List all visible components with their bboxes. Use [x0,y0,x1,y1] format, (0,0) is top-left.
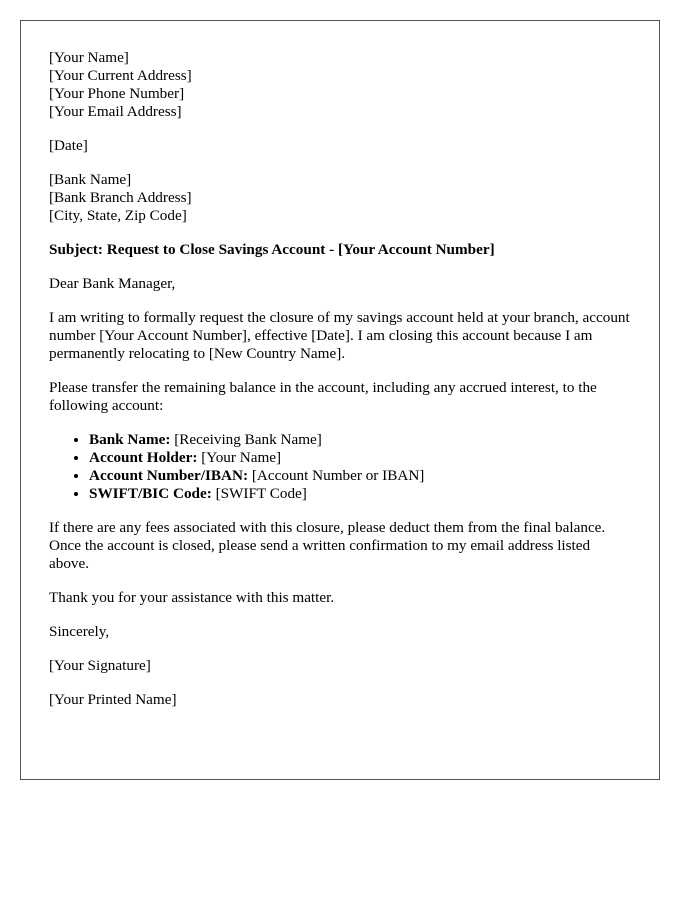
body-paragraph-3: If there are any fees associated with this closure, please deduct them from the final balance. Once the account is closed, please send a written confirmation to my email address listed above. [49,519,606,572]
recipient-city-state-zip: [City, State, Zip Code] [49,207,187,224]
list-item [89,449,631,467]
recipient-block [49,171,631,225]
body-paragraph-4: Thank you for your assistance with this matter. [49,589,335,606]
transfer-details-list [49,431,631,503]
list-item [89,467,631,485]
sender-block [49,49,631,121]
sender-address: [Your Current Address] [49,67,192,84]
body-paragraph-1: I am writing to formally request the closure of my savings account held at your branch, account number [Your Account Number], effective [Date]. I am closing this account because I am permanently relocating to [New Country Name]. [49,309,630,362]
recipient-branch-address: [Bank Branch Address] [49,189,192,206]
list-item [89,431,631,449]
signature-placeholder: [Your Signature] [49,657,151,674]
letter-date: [Date] [49,137,88,154]
detail-value: [Receiving Bank Name] [170,431,322,448]
detail-value: [SWIFT Code] [211,485,307,502]
detail-label: Account Holder: [89,449,198,466]
detail-label: Bank Name: [89,431,171,448]
printed-name: [Your Printed Name] [49,691,177,708]
detail-label: SWIFT/BIC Code: [89,485,212,502]
list-item [89,485,631,503]
sender-name: [Your Name] [49,49,129,66]
detail-value: [Account Number or IBAN] [248,467,425,484]
detail-label: Account Number/IBAN: [89,467,249,484]
body-paragraph-2: Please transfer the remaining balance in the account, including any accrued interest, to the following account: [49,379,597,414]
subject-line: Subject: Request to Close Savings Account - [Your Account Number] [49,241,495,258]
detail-value: [Your Name] [197,449,282,466]
letter-page [20,20,660,780]
recipient-bank-name: [Bank Name] [49,171,132,188]
sender-email: [Your Email Address] [49,103,182,120]
sender-phone: [Your Phone Number] [49,85,185,102]
salutation: Dear Bank Manager, [49,275,176,292]
closing: Sincerely, [49,623,110,640]
